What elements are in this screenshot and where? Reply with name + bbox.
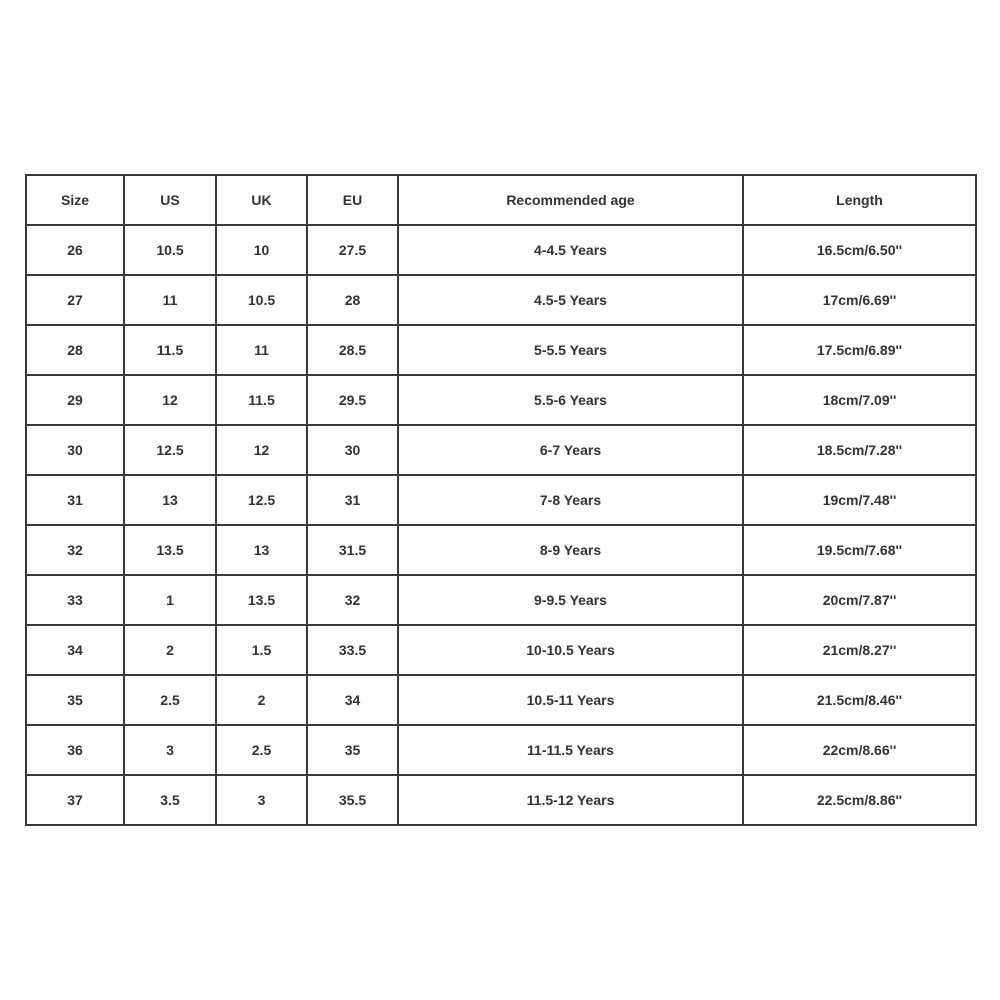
cell-size: 29 <box>26 375 124 425</box>
header-size: Size <box>26 175 124 225</box>
cell-age: 4.5-5 Years <box>398 275 743 325</box>
cell-size: 36 <box>26 725 124 775</box>
header-recommended-age: Recommended age <box>398 175 743 225</box>
cell-eu: 35.5 <box>307 775 398 825</box>
header-eu: EU <box>307 175 398 225</box>
cell-size: 37 <box>26 775 124 825</box>
table-row <box>26 725 976 775</box>
table-row <box>26 475 976 525</box>
cell-eu: 33.5 <box>307 625 398 675</box>
cell-eu: 29.5 <box>307 375 398 425</box>
header-row <box>26 175 976 225</box>
cell-uk: 10 <box>216 225 307 275</box>
cell-age: 11-11.5 Years <box>398 725 743 775</box>
cell-us: 2 <box>124 625 216 675</box>
cell-size: 34 <box>26 625 124 675</box>
cell-uk: 12 <box>216 425 307 475</box>
cell-size: 27 <box>26 275 124 325</box>
table-row <box>26 225 976 275</box>
cell-size: 33 <box>26 575 124 625</box>
cell-eu: 30 <box>307 425 398 475</box>
cell-eu: 27.5 <box>307 225 398 275</box>
table-row <box>26 625 976 675</box>
cell-uk: 10.5 <box>216 275 307 325</box>
cell-age: 10.5-11 Years <box>398 675 743 725</box>
cell-age: 5-5.5 Years <box>398 325 743 375</box>
cell-length: 22cm/8.66'' <box>743 725 976 775</box>
size-chart-table <box>25 174 977 826</box>
cell-age: 11.5-12 Years <box>398 775 743 825</box>
cell-us: 12 <box>124 375 216 425</box>
cell-length: 22.5cm/8.86'' <box>743 775 976 825</box>
cell-uk: 3 <box>216 775 307 825</box>
cell-us: 2.5 <box>124 675 216 725</box>
cell-length: 21.5cm/8.46'' <box>743 675 976 725</box>
cell-length: 20cm/7.87'' <box>743 575 976 625</box>
cell-length: 19.5cm/7.68'' <box>743 525 976 575</box>
table-row <box>26 275 976 325</box>
cell-length: 16.5cm/6.50'' <box>743 225 976 275</box>
cell-us: 3.5 <box>124 775 216 825</box>
cell-us: 10.5 <box>124 225 216 275</box>
cell-length: 21cm/8.27'' <box>743 625 976 675</box>
cell-us: 11 <box>124 275 216 325</box>
table-row <box>26 575 976 625</box>
cell-eu: 34 <box>307 675 398 725</box>
cell-size: 32 <box>26 525 124 575</box>
cell-age: 5.5-6 Years <box>398 375 743 425</box>
cell-size: 26 <box>26 225 124 275</box>
cell-age: 9-9.5 Years <box>398 575 743 625</box>
cell-eu: 28 <box>307 275 398 325</box>
cell-size: 30 <box>26 425 124 475</box>
cell-us: 3 <box>124 725 216 775</box>
cell-length: 19cm/7.48'' <box>743 475 976 525</box>
header-length: Length <box>743 175 976 225</box>
cell-size: 28 <box>26 325 124 375</box>
cell-uk: 11 <box>216 325 307 375</box>
table-row <box>26 425 976 475</box>
cell-us: 13 <box>124 475 216 525</box>
cell-uk: 11.5 <box>216 375 307 425</box>
cell-age: 6-7 Years <box>398 425 743 475</box>
cell-age: 8-9 Years <box>398 525 743 575</box>
cell-uk: 13 <box>216 525 307 575</box>
cell-us: 13.5 <box>124 525 216 575</box>
cell-us: 12.5 <box>124 425 216 475</box>
table-row <box>26 375 976 425</box>
cell-length: 18.5cm/7.28'' <box>743 425 976 475</box>
cell-uk: 2.5 <box>216 725 307 775</box>
cell-age: 10-10.5 Years <box>398 625 743 675</box>
table-row <box>26 325 976 375</box>
header-uk: UK <box>216 175 307 225</box>
cell-eu: 31 <box>307 475 398 525</box>
table-row <box>26 525 976 575</box>
cell-uk: 2 <box>216 675 307 725</box>
cell-uk: 1.5 <box>216 625 307 675</box>
cell-age: 4-4.5 Years <box>398 225 743 275</box>
cell-length: 18cm/7.09'' <box>743 375 976 425</box>
cell-us: 11.5 <box>124 325 216 375</box>
cell-length: 17.5cm/6.89'' <box>743 325 976 375</box>
cell-eu: 31.5 <box>307 525 398 575</box>
cell-eu: 35 <box>307 725 398 775</box>
cell-us: 1 <box>124 575 216 625</box>
cell-age: 7-8 Years <box>398 475 743 525</box>
cell-eu: 28.5 <box>307 325 398 375</box>
header-us: US <box>124 175 216 225</box>
cell-uk: 12.5 <box>216 475 307 525</box>
cell-size: 35 <box>26 675 124 725</box>
cell-uk: 13.5 <box>216 575 307 625</box>
cell-eu: 32 <box>307 575 398 625</box>
cell-length: 17cm/6.69'' <box>743 275 976 325</box>
table-row <box>26 775 976 825</box>
cell-size: 31 <box>26 475 124 525</box>
table-row <box>26 675 976 725</box>
